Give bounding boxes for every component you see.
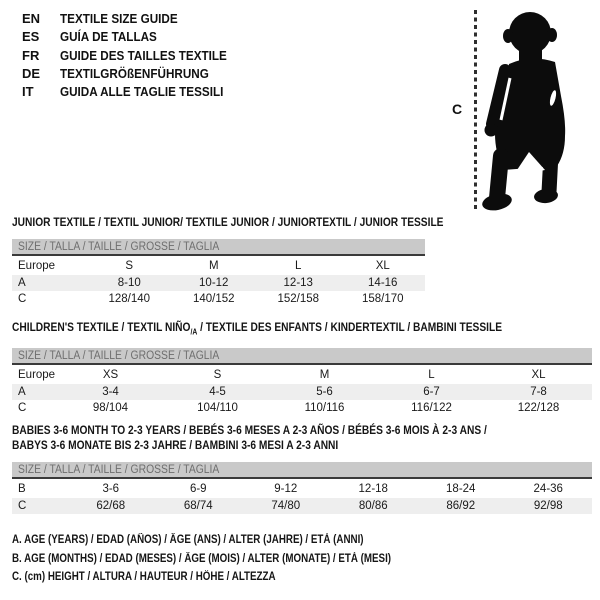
section-title-text: BABIES 3-6 MONTH TO 2-3 YEARS / BEBÉS 3-6 MESES A 2-3 AÑOS / BÉBÉS 3-6 MOIS À 2-3 ANS / [12,423,487,437]
table-cell: 140/152 [192,293,235,306]
language-label: GUIDE DES TAILLES TEXTILE [60,47,227,63]
height-label-c: C [452,101,463,117]
table-cell: 6-7 [423,385,440,398]
language-label: TEXTILE SIZE GUIDE [60,11,178,26]
table-cell: 122/128 [517,402,560,415]
table-cell: 92/98 [533,499,563,512]
language-row [22,10,245,28]
table-cell: 12-18 [358,483,388,496]
table-cell: 128/140 [108,293,151,306]
language-code: IT [22,84,34,100]
table-cell: B [18,483,26,496]
table-cell: 158/170 [361,293,404,306]
language-code: ES [22,29,40,45]
language-row [22,65,245,83]
language-code: EN [22,11,41,26]
table-cell: 12-13 [283,276,313,289]
table-cell: M [319,369,330,382]
table-cell: S [213,369,222,382]
table-cell: C [18,293,27,306]
size-header-bar [12,462,592,479]
legend-line-b: B. AGE (MONTHS) / EDAD (MESES) / ÂGE (MOIS) / ALTER (MONATE) / ETÀ (MESI) [12,552,392,565]
table-cell: C [18,499,27,512]
table-cell: C [18,402,27,415]
table-row [12,258,425,275]
table-cell: 68/74 [183,499,213,512]
table-cell: Europe [18,260,56,273]
table-cell: 10-12 [199,276,229,289]
table-cell: 4-5 [209,385,226,398]
table-row [12,367,592,384]
table-cell: 8-10 [117,276,141,289]
language-label: GUÍA DE TALLAS [60,29,157,45]
table-row [12,400,592,417]
size-header-bar [12,239,425,256]
table-cell: 86/92 [446,499,476,512]
section-title-text: CHILDREN'S TEXTILE / TEXTIL $NIÑO_{/A}$ / TEXTILE DES ENFANTS / KINDERTEXTIL / BAMBINI TESSILE [12,320,502,337]
table-cell: A [18,276,26,289]
table-row [12,498,592,515]
legend-line-c: C. (cm) HEIGHT / ALTURA / HAUTEUR / HÖHE / ALTEZZA [12,571,276,584]
table-cell: 98/104 [92,402,129,415]
table-cell: S [125,260,134,273]
language-list [22,10,245,101]
legend [12,531,458,587]
size-header-text: SIZE / TALLA / TAILLE / GRÖSSE / TAGLIA [18,350,220,362]
section-title-children [12,320,588,339]
table-cell: 3-4 [102,385,119,398]
table-cell: 24-36 [533,483,563,496]
language-row [22,28,245,46]
table-cell: 116/122 [411,402,452,415]
table-cell: 5-6 [316,385,333,398]
table-cell: 152/158 [277,293,320,306]
table-cell: Europe [18,369,56,382]
height-dashed-line [474,10,477,212]
section-title-text: JUNIOR TEXTILE / TEXTIL JUNIOR/ TEXTILE JUNIOR / JUNIORTEXTIL / JUNIOR TESSILE [12,215,444,229]
table-cell: 14-16 [368,276,398,289]
table-row [12,384,592,401]
legend-line-a: A. AGE (YEARS) / EDAD (AÑOS) / ÂGE (ANS) / ALTER (JAHRE) / ETÀ (ANNI) [12,534,364,546]
table-row [12,275,425,292]
table-cell: 74/80 [271,499,301,512]
language-code: FR [22,47,40,63]
table-cell: A [18,385,26,398]
children-size-table [12,367,592,417]
size-header-bar [12,348,592,365]
language-row [22,47,245,65]
language-row [22,83,245,101]
language-code: DE [22,65,41,81]
size-header-text: SIZE / TALLA / TAILLE / GRÖSSE / TAGLIA [18,241,220,253]
section-title-babies [12,423,571,453]
section-title-junior [12,215,520,230]
table-cell: L [295,260,302,273]
table-cell: 18-24 [446,483,476,496]
table-cell: L [428,369,435,382]
table-cell: XL [375,260,390,273]
table-cell: XS [102,369,119,382]
table-cell: 110/116 [304,402,345,415]
table-cell: 80/86 [358,499,388,512]
table-cell: 3-6 [102,483,120,496]
baby-silhouette-icon [479,6,589,212]
junior-size-table [12,258,425,308]
table-row [12,481,592,498]
section-title-text: BABYS 3-6 MONATE BIS 2-3 JAHRE / BAMBINI 3-6 MESI A 2-3 ANNI [12,438,339,452]
language-label: GUIDA ALLE TAGLIE TESSILI [60,84,224,100]
table-cell: 104/110 [197,402,238,415]
table-cell: 7-8 [530,385,547,398]
table-cell: M [208,260,219,273]
table-cell: 62/68 [96,499,126,512]
table-cell: 9-12 [274,483,298,496]
table-cell: 6-9 [189,483,207,496]
table-cell: XL [531,369,546,382]
table-row [12,291,425,308]
language-label: TEXTILGRÖßENFÜHRUNG [60,65,209,81]
babies-size-table [12,481,592,514]
size-header-text: SIZE / TALLA / TAILLE / GRÖSSE / TAGLIA [18,464,220,476]
